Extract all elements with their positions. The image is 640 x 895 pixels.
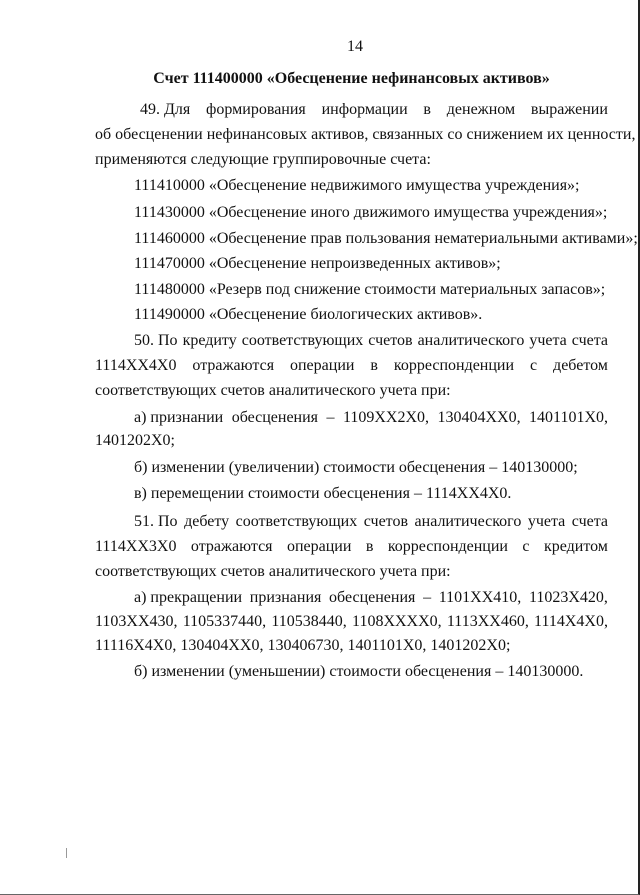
p49-line-1 (140, 100, 608, 120)
p51-item-a-line-3: 11116X4X0, 130404XX0, 130406730, 1401101X0, 1401202X0; (95, 637, 511, 654)
word: в (370, 357, 378, 374)
word: отражаются (192, 357, 275, 374)
word: 49. Для (140, 101, 191, 118)
word: в (365, 538, 374, 555)
word: 1109XX2X0, (342, 409, 430, 426)
word: в (423, 101, 431, 118)
p50-item-c: в) перемещении стоимости обесценения – 1114XX4X0. (134, 485, 512, 502)
word: денежном (446, 101, 516, 118)
p51-line-3: соответствующих счетов аналитического учета при: (95, 563, 451, 580)
word: 1401101X0, (529, 409, 608, 426)
word: 1114X4X0, (534, 613, 608, 630)
p51-item-b: б) изменении (уменьшении) стоимости обесценения – 140130000. (134, 663, 584, 680)
word: признания (249, 589, 322, 606)
p50-item-a-line-2: 1401202X0; (95, 432, 175, 449)
word: корреспонденции (393, 357, 515, 374)
account-item: 111470000 «Обесценение непроизведенных активов»; (134, 255, 501, 272)
word: формирования (206, 101, 306, 118)
section-heading: Счет 111400000 «Обесценение нефинансовых активов» (153, 70, 550, 87)
p50-item-a-line-1 (134, 408, 608, 428)
page-number: 14 (347, 38, 363, 55)
word: обесценения (231, 409, 319, 426)
word: 1103XX430, (95, 613, 178, 630)
word: 1114XX3X0 (95, 538, 177, 555)
word: операции (289, 357, 355, 374)
word: отражаются (190, 538, 273, 555)
word: кредиту (182, 332, 237, 349)
p50-line-3: соответствующих счетов аналитического учета при: (95, 382, 451, 399)
word: информации (321, 101, 408, 118)
word: аналитического (414, 513, 522, 530)
p50-line-2 (95, 356, 608, 376)
word: 1108XXXX0, (352, 613, 442, 630)
word: 51. По (134, 513, 178, 530)
word: дебету (184, 513, 230, 530)
word: соответствующих (241, 332, 364, 349)
word: счета (571, 513, 608, 530)
word: дебетом (553, 357, 608, 374)
word: учета (527, 513, 566, 530)
word: 130404XX0, (437, 409, 521, 426)
word: счета (571, 332, 608, 349)
p51-item-a-line-1 (134, 588, 608, 608)
word: 1114XX4X0 (95, 357, 177, 374)
account-item: 111490000 «Обесценение биологических активов». (134, 306, 483, 323)
word: 11023X420, (528, 589, 608, 606)
word: соответствующих (235, 513, 358, 530)
word: 50. По (134, 332, 178, 349)
word: обесценения (329, 589, 416, 606)
word: 110538440, (271, 613, 347, 630)
word: 1113XX460, (446, 613, 529, 630)
p49-line-2: об обесценении нефинансовых активов, связанных со снижением их ценности, (95, 126, 636, 143)
word: а) признании (134, 409, 224, 426)
word: счетов (368, 332, 413, 349)
word: счетов (363, 513, 409, 530)
word: 1105337440, (182, 613, 267, 630)
p49-line-3: применяются следующие группировочные счета: (95, 151, 431, 168)
word: 1101XX410, (438, 589, 522, 606)
p51-line-1 (134, 512, 608, 532)
account-item: 111480000 «Резерв под снижение стоимости материальных запасов»; (134, 281, 606, 298)
word: с (530, 357, 538, 374)
word: – (423, 589, 432, 606)
word: операции (286, 538, 352, 555)
word: корреспонденции (387, 538, 508, 555)
word: с (522, 538, 530, 555)
account-item: 111410000 «Обесценение недвижимого имущества учреждения»; (134, 177, 580, 194)
word: а) прекращении (134, 589, 243, 606)
word: кредитом (543, 538, 608, 555)
account-item: 111460000 «Обесценение прав пользования нематериальными активами»; (134, 230, 638, 247)
p51-line-2 (95, 537, 608, 557)
word: учета (529, 332, 567, 349)
word: выражении (530, 101, 608, 118)
scan-artifact (66, 848, 67, 858)
p50-line-1 (134, 331, 608, 351)
word: аналитического (417, 332, 525, 349)
p50-item-b: б) изменении (увеличении) стоимости обесценения – 140130000; (134, 459, 578, 476)
word: – (326, 409, 335, 426)
account-item: 111430000 «Обесценение иного движимого имущества учреждения»; (134, 204, 608, 221)
p51-item-a-line-2 (95, 612, 608, 632)
